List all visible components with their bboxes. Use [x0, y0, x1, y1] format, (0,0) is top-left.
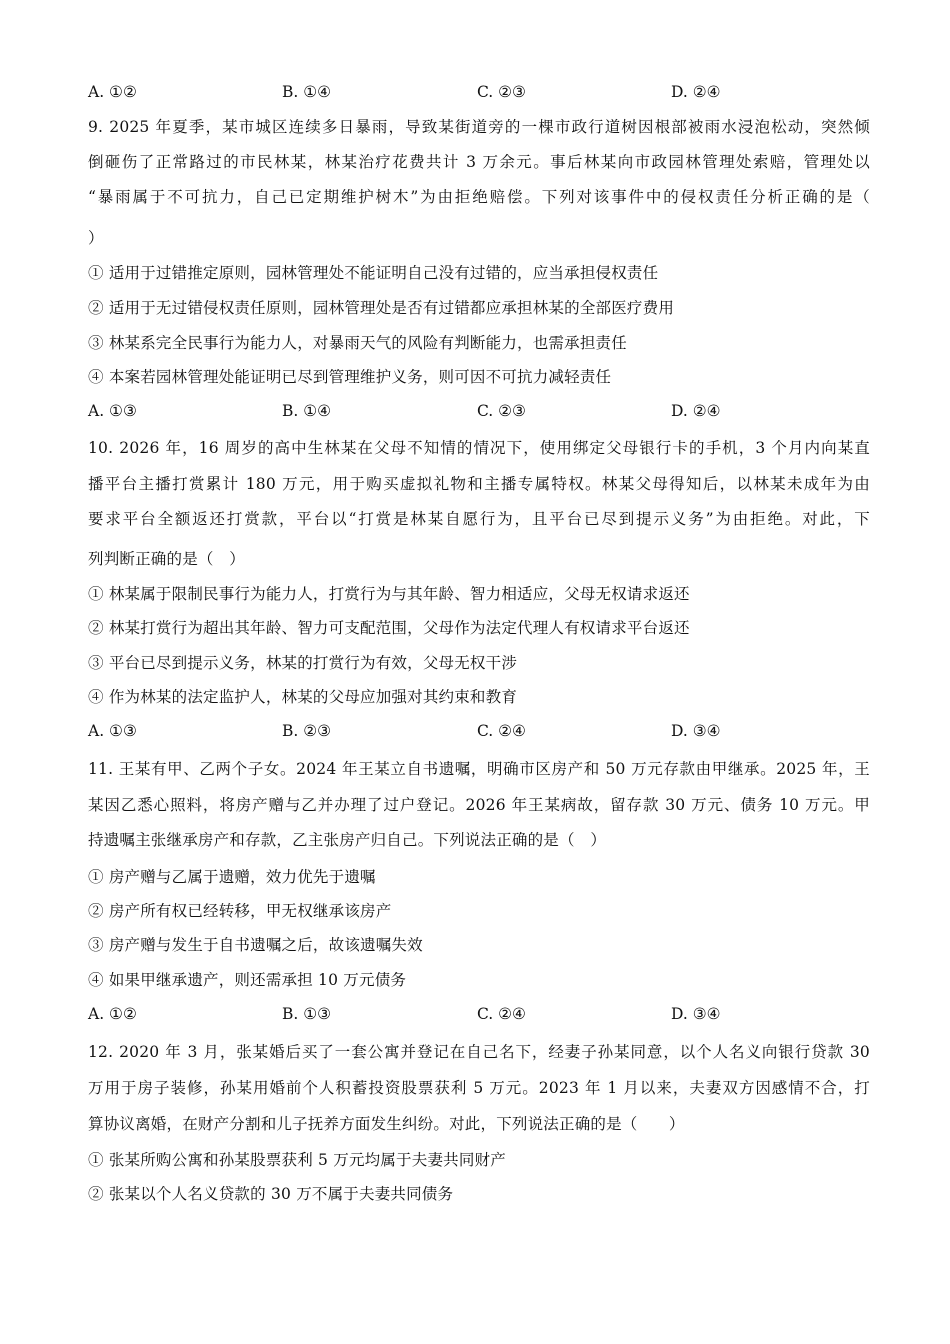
q12-item-2: ② 张某以个人名义贷款的 30 万不属于夫妻共同债务 — [88, 1185, 454, 1203]
q9-stem-line: 倒砸伤了正常路过的市民林某，林某治疗花费共计 3 万余元。事后林某向市政园林管理处索赔，管理处以 — [88, 153, 870, 171]
q9-option-b: B. ①④ — [282, 402, 332, 420]
q9-item-3: ③ 林某系完全民事行为能力人，对暴雨天气的风险有判断能力，也需承担责任 — [88, 334, 627, 352]
q9-stem-line: “暴雨属于不可抗力，自己已定期维护树木”为由拒绝赔偿。下列对该事件中的侵权责任分析正确的是（ — [88, 188, 870, 206]
q10-item-2: ② 林某打赏行为超出其年龄、智力可支配范围，父母作为法定代理人有权请求平台返还 — [88, 619, 690, 637]
q10-option-a: A. ①③ — [88, 722, 137, 740]
q10-option-c: C. ②④ — [477, 722, 526, 740]
q11-item-4: ④ 如果甲继承遗产，则还需承担 10 万元债务 — [88, 971, 407, 989]
q11-item-1: ① 房产赠与乙属于遗赠，效力优先于遗嘱 — [88, 868, 376, 886]
q10-option-d: D. ③④ — [671, 722, 721, 740]
q11-stem-line: 持遗嘱主张继承房产和存款，乙主张房产归自己。下列说法正确的是（ ） — [88, 831, 607, 849]
q10-stem-line: 10. 2026 年，16 周岁的高中生林某在父母不知情的情况下，使用绑定父母银行卡的手机，3 个月内向某直 — [88, 439, 870, 457]
q9-item-2: ② 适用于无过错侵权责任原则，园林管理处是否有过错都应承担林某的全部医疗费用 — [88, 299, 675, 317]
q12-stem-line: 万用于房子装修，孙某用婚前个人积蓄投资股票获利 5 万元。2023 年 1 月以来，夫妻双方因感情不合，打 — [88, 1079, 870, 1097]
q10-stem-line: 播平台主播打赏累计 180 万元，用于购买虚拟礼物和主播专属特权。林某父母得知后，以林某未成年为由 — [88, 475, 870, 493]
q10-stem-line: 要求平台全额返还打赏款，平台以“打赏是林某自愿行为，且平台已尽到提示义务”为由拒绝。对此，下 — [88, 510, 870, 528]
q11-options — [88, 1003, 868, 1025]
q8-option-d: D. ②④ — [671, 83, 721, 101]
q9-stem-line: ） — [88, 229, 104, 247]
q11-option-a: A. ①② — [88, 1005, 137, 1023]
q10-options — [88, 720, 868, 742]
q8-option-b: B. ①④ — [282, 83, 332, 101]
q9-options — [88, 400, 868, 422]
q11-stem-line: 某因乙悉心照料，将房产赠与乙并办理了过户登记。2026 年王某病故，留存款 30 万元、债务 10 万元。甲 — [88, 796, 870, 814]
q8-option-a: A. ①② — [88, 83, 137, 101]
q11-option-d: D. ③④ — [671, 1005, 721, 1023]
q9-option-c: C. ②③ — [477, 402, 526, 420]
q11-item-2: ② 房产所有权已经转移，甲无权继承该房产 — [88, 902, 392, 920]
q9-option-a: A. ①③ — [88, 402, 137, 420]
q11-item-3: ③ 房产赠与发生于自书遗嘱之后，故该遗嘱失效 — [88, 936, 423, 954]
q11-option-c: C. ②④ — [477, 1005, 526, 1023]
q9-option-d: D. ②④ — [671, 402, 721, 420]
q10-item-3: ③ 平台已尽到提示义务，林某的打赏行为有效，父母无权干涉 — [88, 654, 518, 672]
q8-option-c: C. ②③ — [477, 83, 526, 101]
q11-option-b: B. ①③ — [282, 1005, 332, 1023]
q10-option-b: B. ②③ — [282, 722, 332, 740]
q10-item-1: ① 林某属于限制民事行为能力人，打赏行为与其年龄、智力相适应，父母无权请求返还 — [88, 585, 690, 603]
q11-stem-line: 11. 王某有甲、乙两个子女。2024 年王某立自书遗嘱，明确市区房产和 50 万元存款由甲继承。2025 年，王 — [88, 760, 870, 778]
q10-item-4: ④ 作为林某的法定监护人，林某的父母应加强对其约束和教育 — [88, 688, 518, 706]
q9-item-1: ① 适用于过错推定原则，园林管理处不能证明自己没有过错的，应当承担侵权责任 — [88, 264, 659, 282]
q9-item-4: ④ 本案若园林管理处能证明已尽到管理维护义务，则可因不可抗力减轻责任 — [88, 368, 612, 386]
q10-stem-line: 列判断正确的是（ ） — [88, 550, 246, 568]
q12-stem-line: 12. 2020 年 3 月，张某婚后买了一套公寓并登记在自己名下，经妻子孙某同意，以个人名义向银行贷款 30 — [88, 1043, 870, 1061]
q12-item-1: ① 张某所购公寓和孙某股票获利 5 万元均属于夫妻共同财产 — [88, 1151, 506, 1169]
q8-options — [88, 81, 868, 103]
q12-stem-line: 算协议离婚，在财产分割和儿子抚养方面发生纠纷。对此，下列说法正确的是（ ） — [88, 1115, 685, 1133]
q9-stem-line: 9. 2025 年夏季，某市城区连续多日暴雨，导致某街道旁的一棵市政行道树因根部被雨水浸泡松动，突然倾 — [88, 118, 870, 136]
